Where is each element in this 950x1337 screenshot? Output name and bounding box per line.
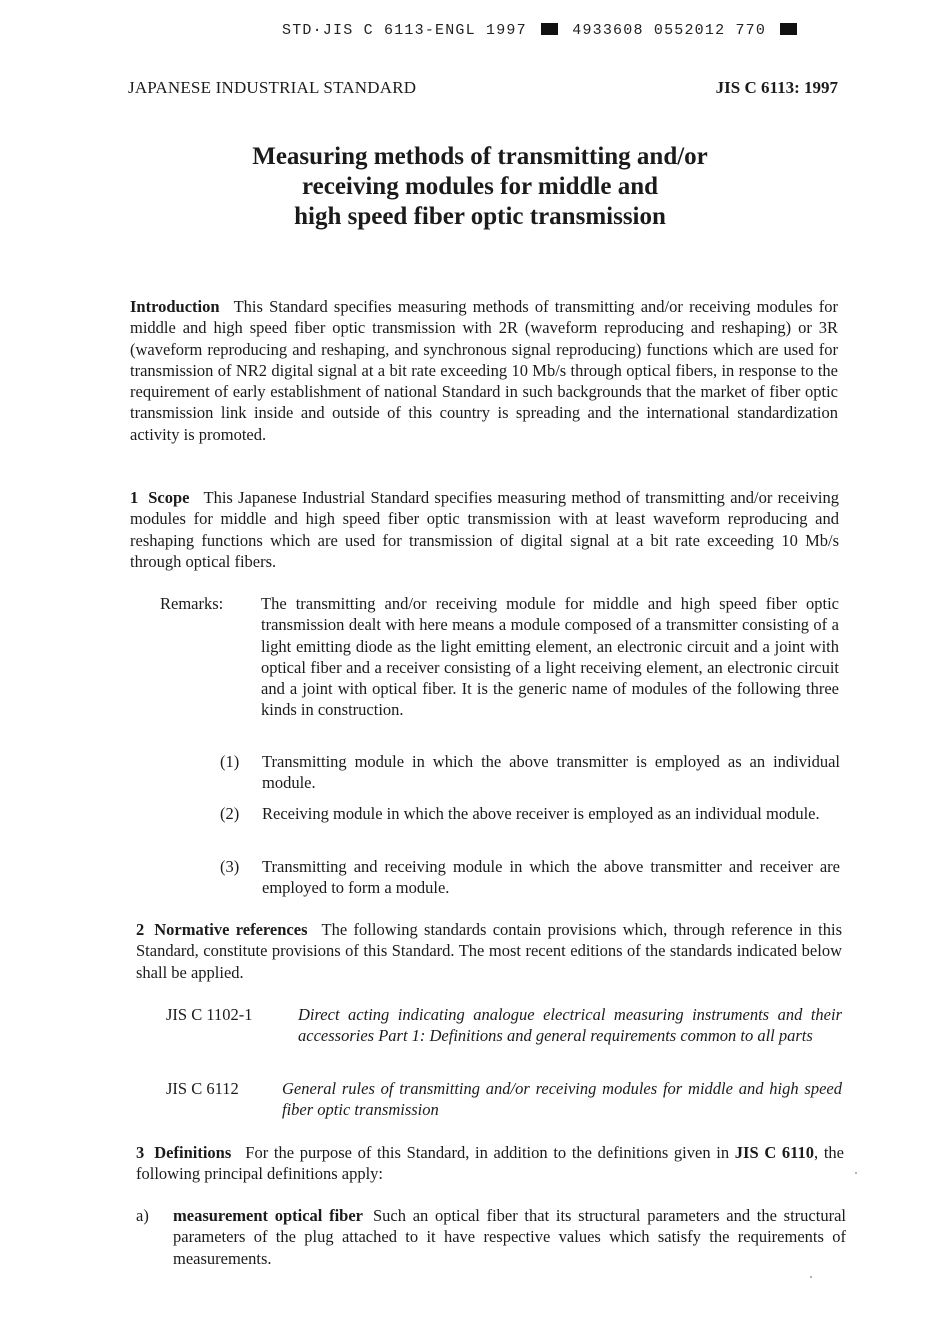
title-line-1: Measuring methods of transmitting and/or — [252, 143, 708, 170]
definition-text: Such an optical fiber that its structural parameters and the structural parameters of the plug attached to it have respective values which satisfy the requirements of measurements. — [173, 1206, 846, 1268]
title-line-3: high speed fiber optic transmission — [294, 203, 666, 230]
scan-speck — [810, 1276, 812, 1278]
title-line-2: receiving modules for middle and — [301, 173, 659, 200]
list-item-number: (1) — [220, 752, 240, 771]
reference-code: JIS C 6112 — [166, 1079, 239, 1098]
section-1-heading: Scope — [148, 488, 190, 507]
section-3-bold-reference: JIS C 6110 — [734, 1143, 815, 1162]
reference-title: Direct acting indicating analogue electrical measuring instruments and their accessories Part 1: Definitions and general requirements common to all parts — [298, 1005, 842, 1046]
section-2-number: 2 — [136, 920, 145, 939]
list-item-number: (2) — [220, 804, 240, 823]
introduction-paragraph — [130, 296, 838, 445]
list-item-number: (3) — [220, 857, 240, 876]
section-2-text: The following standards contain provisions which, through reference in this Standard, constitute provisions of this Standard. The most recent editions of the standards indicated below shall be applied. — [136, 920, 842, 982]
section-2-heading: Normative references — [154, 920, 308, 939]
scan-speck — [855, 1172, 857, 1174]
black-square-mark — [541, 23, 558, 35]
remarks-text: The transmitting and/or receiving module for middle and high speed fiber optic transmission dealt with here means a module composed of a transmitter consisting of a light emitting diode as the light emitting element, an electronic circuit and a joint with optical fiber and a receiver consisting of a light receiving element, an electronic circuit and a joint with optical fiber. It is the generic name of modules of the following three kinds in construction. — [261, 594, 839, 720]
section-3-text-after: , the following principal definitions apply: — [136, 1143, 844, 1184]
section-2-paragraph — [136, 919, 842, 983]
section-3-heading: Definitions — [154, 1143, 232, 1162]
section-3-paragraph — [136, 1142, 844, 1185]
introduction-heading: Introduction — [130, 297, 220, 316]
reference-jis-c-6112 — [166, 1078, 842, 1122]
scan-standard-code: STD·JIS C 6113-ENGL 1997 — [282, 22, 527, 39]
definition-body — [173, 1205, 846, 1269]
reference-title: General rules of transmitting and/or receiving modules for middle and high speed fiber optic transmission — [282, 1079, 842, 1120]
definition-letter: a) — [136, 1206, 149, 1225]
list-item-text: Transmitting module in which the above transmitter is employed as an individual module. — [262, 752, 840, 793]
header-organization: JAPANESE INDUSTRIAL STANDARD — [128, 78, 417, 97]
reference-jis-c-1102-1 — [166, 1004, 842, 1068]
section-1-number: 1 — [130, 488, 139, 507]
section-1-text: This Japanese Industrial Standard specifies measuring method of transmitting and/or receiving modules for middle and high speed fiber optic transmission with at least waveform reproducing and reshaping functions which are used for transmission of digital signal at a bit rate exceeding 10 Mb/s through optical fibers. — [130, 488, 839, 571]
reference-code: JIS C 1102-1 — [166, 1005, 253, 1024]
section-3-text-before: For the purpose of this Standard, in addition to the definitions given in — [245, 1143, 730, 1162]
list-item-text: Transmitting and receiving module in which the above transmitter and receiver are employed to form a module. — [262, 857, 840, 898]
scan-serial-number: 4933608 0552012 770 — [572, 22, 767, 39]
document-title — [130, 142, 830, 232]
black-square-mark — [780, 23, 797, 35]
remarks-label: Remarks: — [160, 594, 224, 613]
scan-identifier-line — [282, 22, 801, 39]
header-standard-number: JIS C 6113: 1997 — [715, 78, 838, 97]
section-1-paragraph — [130, 487, 839, 572]
introduction-text: This Standard specifies measuring methods of transmitting and/or receiving modules for middle and high speed fiber optic transmission with 2R (waveform reproducing and reshaping) or 3R (waveform reproducing and reshaping, and synchronous signal reproducing) functions which are used for transmission of NR2 digital signal at a bit rate exceeding 10 Mb/s through optical fibers, in response to the requirement of early establishment of national Standard in such backgrounds that the market of fiber optic transmission link inside and outside of this country is spreading and the international standardization activity is promoted. — [130, 297, 838, 444]
definition-term: measurement optical fiber — [173, 1206, 363, 1225]
list-item-text: Receiving module in which the above receiver is employed as an individual module. — [262, 804, 820, 823]
section-3-number: 3 — [136, 1143, 145, 1162]
